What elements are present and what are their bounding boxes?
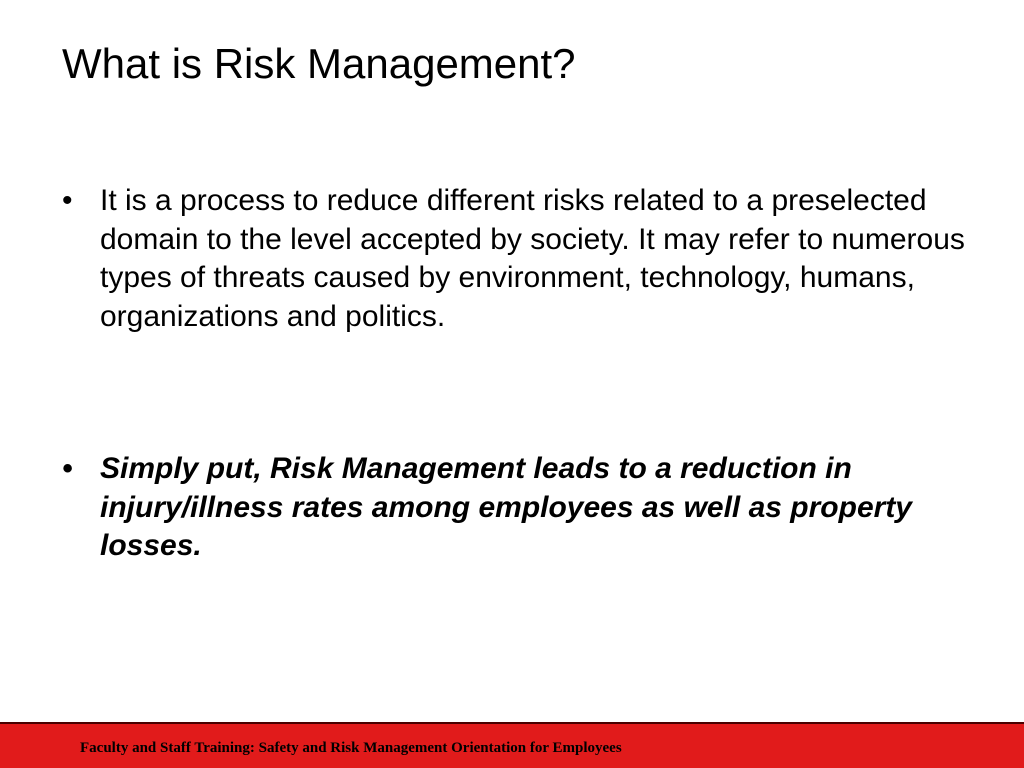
slide-title: What is Risk Management? (62, 40, 576, 87)
footer-bar (0, 722, 1024, 768)
bullet-text: It is a process to reduce different risks related to a preselected domain to the level accepted by society. It may refer to numerous types of threats caused by environment, technology, humans, organizations and politics. (100, 184, 965, 333)
bullet-list (62, 182, 992, 566)
bullet-item (62, 182, 992, 336)
bullet-text: Simply put, Risk Management leads to a reduction in injury/illness rates among employees as well as property losses. (100, 452, 912, 562)
footer-text: Faculty and Staff Training: Safety and Risk Management Orientation for Employees (80, 740, 622, 756)
bullet-marker: • (62, 452, 73, 485)
bullet-item (62, 450, 992, 566)
bullet-marker: • (62, 184, 73, 217)
